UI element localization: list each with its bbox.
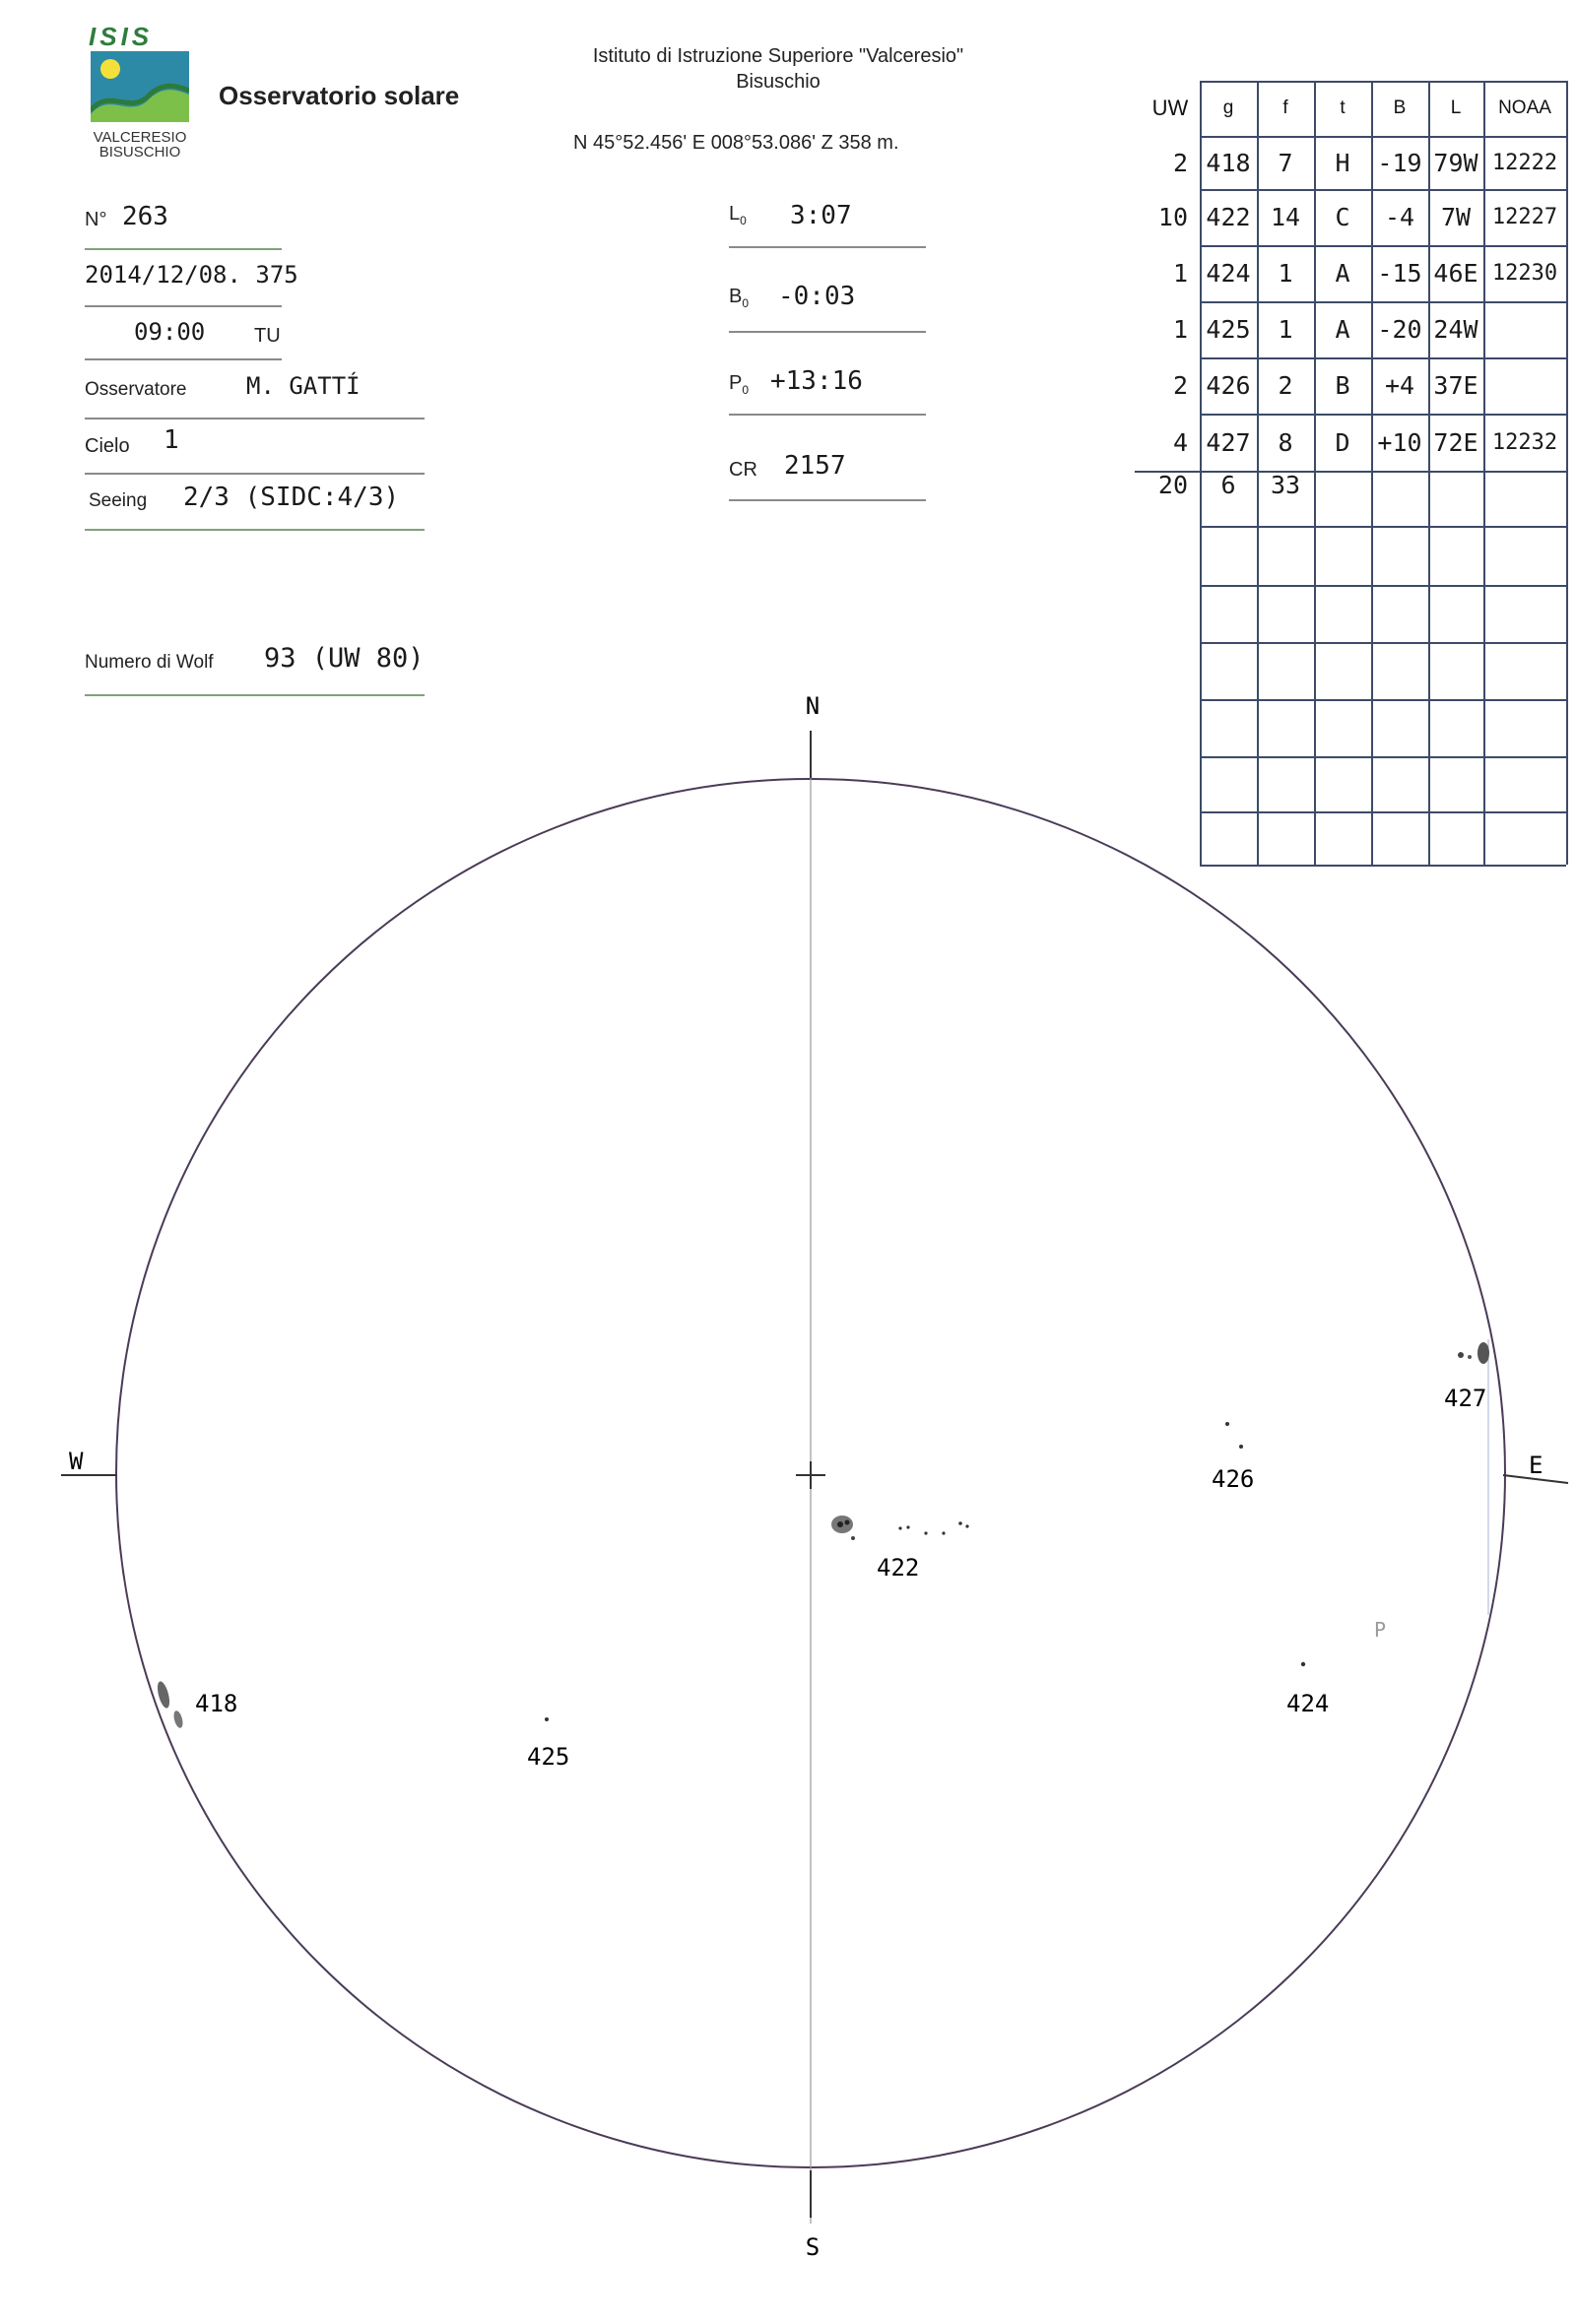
table-header-f: f (1282, 97, 1288, 118)
table-cell-f: 8 (1278, 427, 1293, 457)
table-total-uw: 20 (1157, 471, 1188, 499)
group-label-422: 422 (877, 1554, 920, 1582)
table-cell-b: +10 (1377, 427, 1422, 457)
wolf-label: Numero di Wolf (85, 652, 214, 673)
table-cell-uw: 2 (1172, 371, 1188, 400)
table-cell-l: 37E (1433, 371, 1478, 400)
group-label-424: 424 (1286, 1690, 1330, 1717)
table-cell-t: A (1335, 259, 1350, 288)
sunspot-group-427 (1444, 1342, 1489, 1412)
sunspot-group-422 (831, 1516, 969, 1582)
seeing-label: Seeing (89, 490, 148, 511)
table-header-uw: UW (1151, 96, 1189, 120)
table-cell-t: C (1335, 203, 1350, 231)
table-cell-b: -15 (1377, 259, 1422, 288)
table-cell-uw: 2 (1172, 148, 1188, 177)
observer-value: M. GATTÍ (246, 372, 361, 400)
table-cell-t: D (1335, 427, 1350, 457)
table-cell-l: 79W (1433, 148, 1478, 177)
table-cell-l: 72E (1433, 427, 1478, 457)
seeing-value: 2/3 (SIDC:4/3) (183, 483, 400, 512)
b0-value: -0:03 (778, 282, 856, 311)
table-total-g: 6 (1220, 471, 1236, 499)
table-cell-noaa: 12232 (1491, 429, 1558, 455)
wolf-value: 93 (UW 80) (264, 643, 425, 674)
table-cell-uw: 10 (1157, 203, 1188, 231)
table-cell-g: 425 (1206, 315, 1251, 344)
table-cell-l: 46E (1433, 259, 1478, 288)
table-cell-g: 422 (1206, 203, 1251, 231)
sunspot-group-418 (156, 1680, 238, 1729)
time-value: 09:00 (134, 318, 206, 346)
logo-caption-line2: BISUSCHIO (98, 144, 181, 161)
table-header-g: g (1222, 97, 1234, 118)
site-coordinates: N 45°52.456' E 008°53.086' Z 358 m. (573, 132, 899, 154)
l0-value: 3:07 (790, 201, 852, 230)
table-cell-g: 418 (1206, 148, 1251, 177)
group-label-426: 426 (1212, 1465, 1255, 1493)
table-cell-noaa: 12227 (1491, 205, 1558, 229)
table-cell-l: 7W (1440, 203, 1472, 231)
north-label: N (805, 692, 821, 720)
table-cell-g: 424 (1206, 259, 1251, 288)
cr-label: CR (729, 459, 757, 481)
table-cell-uw: 4 (1172, 427, 1188, 457)
table-cell-uw: 1 (1172, 259, 1188, 288)
sunspot-group-424 (1286, 1662, 1329, 1717)
institute-line2: Bisuschio (736, 71, 821, 93)
logo-caption-line1: VALCERESIO (93, 129, 187, 146)
table-cell-b: -4 (1384, 203, 1415, 231)
table-cell-uw: 1 (1172, 315, 1188, 344)
sunspot-group-425 (527, 1717, 569, 1771)
table-cell-f: 2 (1278, 371, 1293, 400)
group-label-418: 418 (195, 1690, 238, 1717)
p0-label: $P_0$ (729, 372, 750, 397)
group-label-427: 427 (1444, 1385, 1487, 1412)
table-cell-t: A (1335, 315, 1350, 344)
l0-label: $L_0$ (729, 203, 747, 227)
sky-label: Cielo (85, 435, 130, 457)
time-unit: TU (254, 325, 281, 347)
table-header-noaa: NOAA (1498, 97, 1551, 118)
table-cell-g: 427 (1206, 427, 1251, 457)
table-cell-t: B (1335, 371, 1350, 400)
east-label: E (1529, 1452, 1543, 1479)
table-total-f: 33 (1270, 471, 1301, 499)
table-cell-f: 7 (1278, 148, 1293, 177)
number-value: 263 (122, 202, 168, 231)
table-cell-noaa: 12222 (1491, 150, 1558, 175)
cr-value: 2157 (784, 451, 846, 481)
table-cell-f: 1 (1278, 259, 1293, 288)
table-header-t: t (1340, 97, 1346, 118)
table-cell-b: -20 (1377, 315, 1422, 344)
date-value: 2014/12/08. 375 (85, 261, 298, 289)
table-cell-b: -19 (1377, 148, 1422, 177)
b0-label: $B_0$ (729, 286, 750, 310)
page-title: Osservatorio solare (219, 81, 460, 110)
south-label: S (805, 2233, 821, 2261)
sunspot-group-426 (1212, 1422, 1254, 1493)
table-cell-f: 1 (1278, 315, 1293, 344)
sky-value: 1 (164, 425, 179, 455)
table-header-l: L (1450, 97, 1462, 118)
institute-line1: Istituto di Istruzione Superiore "Valceresio" (592, 45, 964, 67)
table-cell-t: H (1335, 148, 1350, 177)
table-cell-g: 426 (1206, 371, 1251, 400)
west-label: W (69, 1448, 84, 1475)
p-mark: P (1374, 1618, 1387, 1642)
table-cell-b: +4 (1384, 371, 1415, 400)
table-header-b: B (1393, 97, 1407, 118)
observer-label: Osservatore (85, 379, 187, 400)
p0-value: +13:16 (770, 366, 863, 396)
table-cell-f: 14 (1270, 203, 1301, 231)
number-label: N° (85, 209, 107, 230)
logo-text: ISIS (89, 22, 154, 51)
group-label-425: 425 (527, 1743, 570, 1771)
table-cell-noaa: 12230 (1491, 261, 1558, 286)
table-cell-l: 24W (1433, 315, 1478, 344)
